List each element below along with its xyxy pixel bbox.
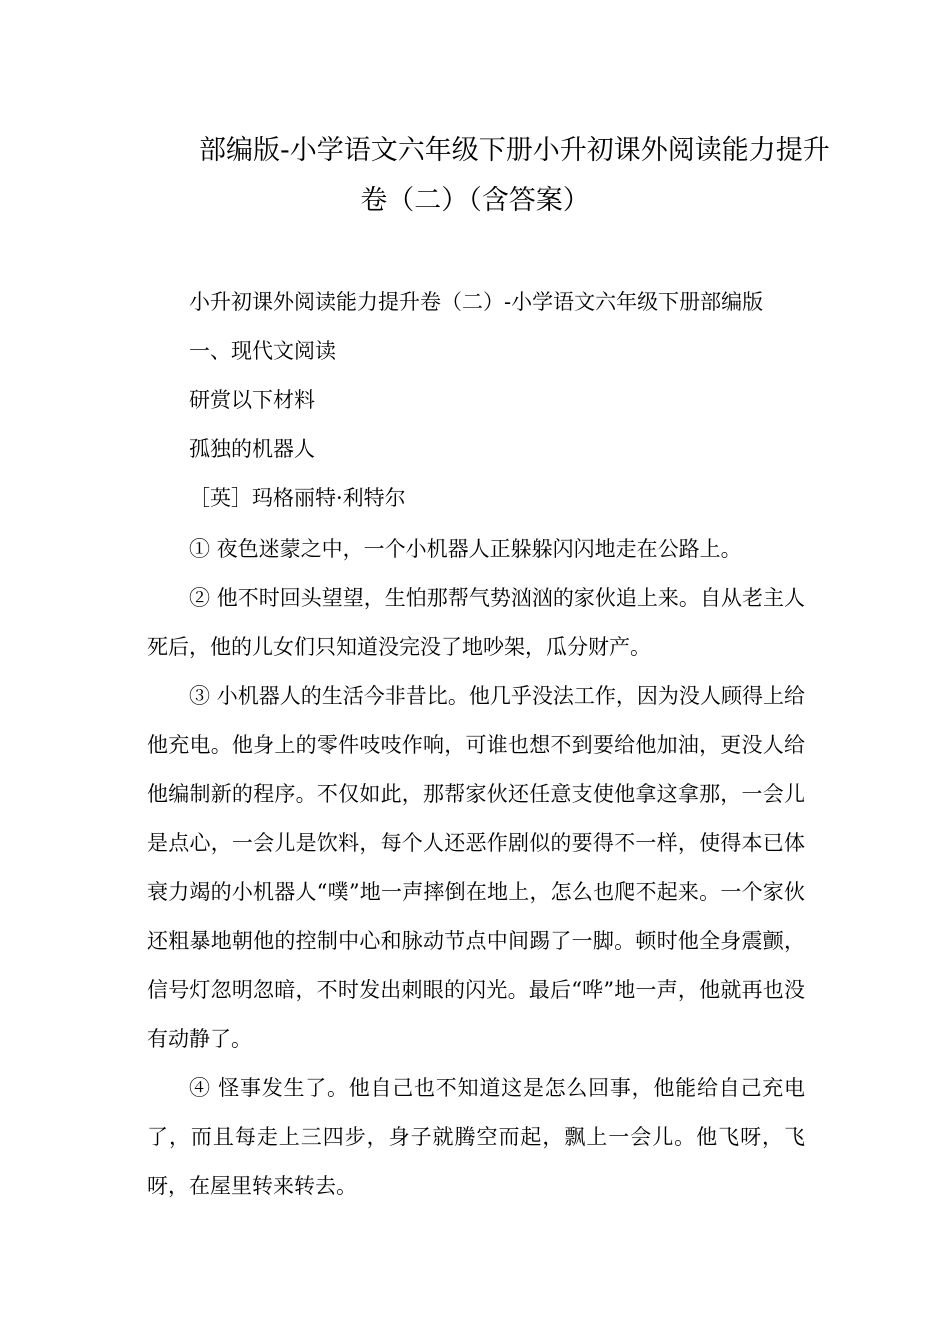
instruction: 研赏以下材料: [189, 388, 315, 412]
subtitle: 小升初课外阅读能力提升卷（二）-小学语文六年级下册部编版: [189, 290, 764, 314]
document-title-line-2: 卷（二）（含答案）: [360, 185, 590, 216]
author: ［英］玛格丽特·利特尔: [189, 486, 406, 510]
story-title: 孤独的机器人: [189, 437, 315, 461]
section-heading: 一、现代文阅读: [189, 339, 336, 363]
paragraph-3: ③ 小机器人的生活今非昔比。他几乎没法工作，因为没人顾得上给他充电。他身上的零件吱吱作响，可谁也想不到要给他加油，更没人给他编制新的程序。不仅如此，那帮家伙还任意支使他拿这拿那，一会儿是点心，一会儿是饮料，每个人还恶作剧似的要得不一样，使得本已体衰力竭的小机器人“噗”地一声摔倒在地上，怎么也爬不起来。一个家伙还粗暴地朝他的控制中心和脉动节点中间踢了一脚。顿时他全身震颤，信号灯忽明忽暗，不时发出刺眼的闪光。最后“哗”地一声，他就再也没有动静了。: [147, 684, 805, 1051]
paragraph-1: ① 夜色迷蒙之中，一个小机器人正躲躲闪闪地走在公路上。: [189, 537, 742, 561]
paragraph-2: ② 他不时回头望望，生怕那帮气势汹汹的家伙追上来。自从老主人死后，他的儿女们只知道没完没了地吵架，瓜分财产。: [147, 586, 805, 659]
document-title-line-1: 部编版-小学语文六年级下册小升初课外阅读能力提升: [199, 135, 830, 166]
paragraph-4: ④ 怪事发生了。他自己也不知道这是怎么回事，他能给自己充电了，而且每走上三四步，身子就腾空而起，飘上一会儿。他飞呀，飞呀，在屋里转来转去。: [147, 1076, 805, 1198]
